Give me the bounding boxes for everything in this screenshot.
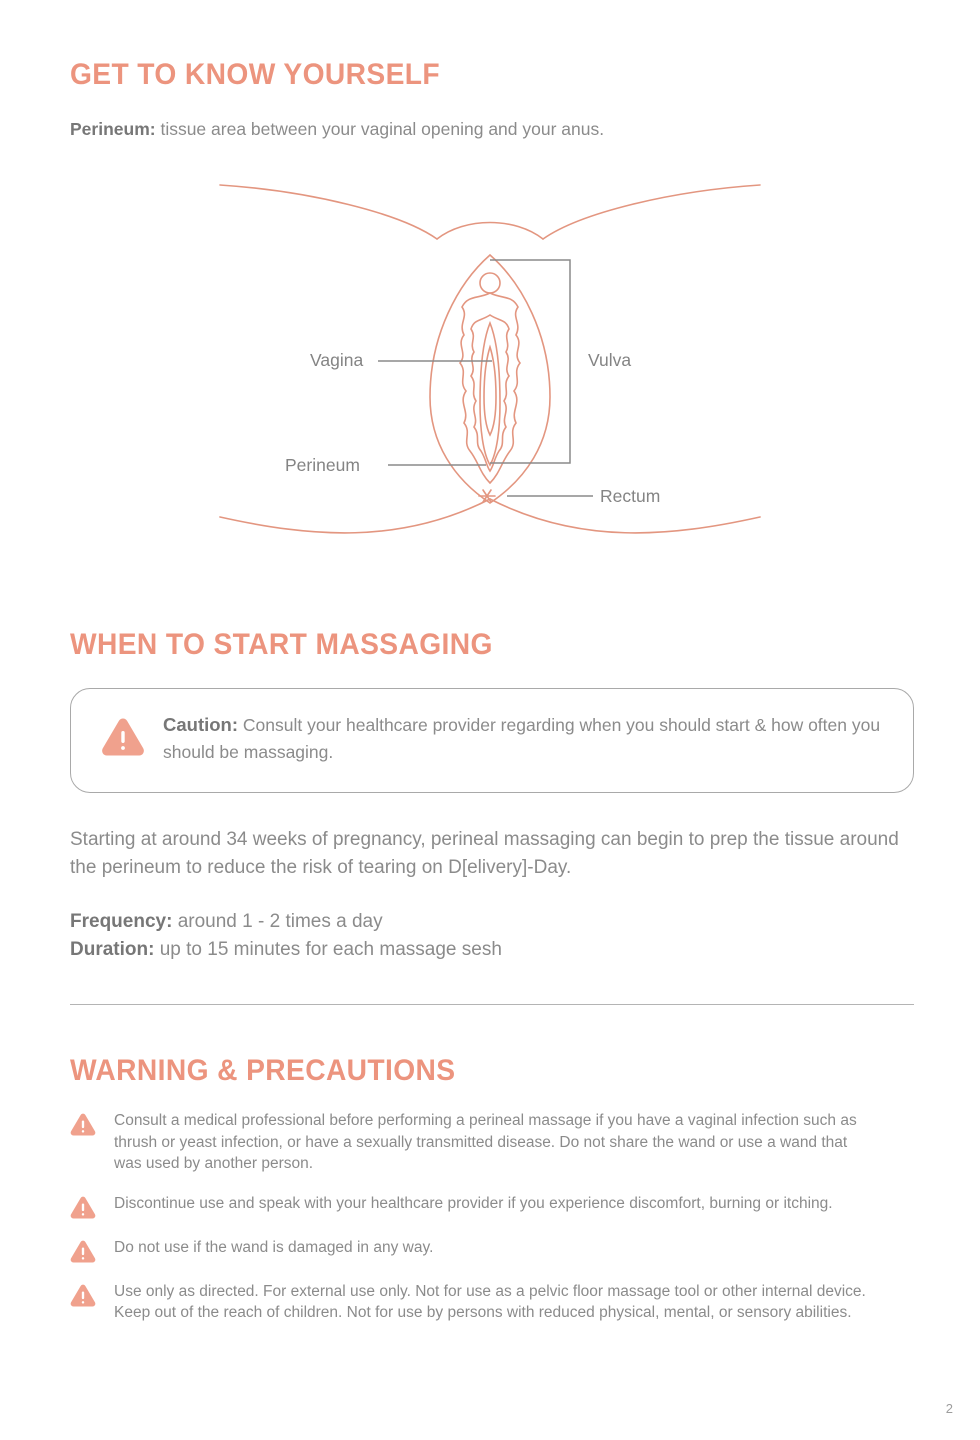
caution-content	[101, 711, 887, 766]
frequency-row	[70, 908, 910, 936]
warning-triangle-icon	[70, 1112, 96, 1136]
caution-text-block	[163, 711, 887, 766]
anatomy-illustration	[150, 165, 830, 575]
caution-label: Caution:	[163, 714, 239, 735]
perineum-definition-line	[70, 119, 604, 140]
when-to-start-paragraph: Starting at around 34 weeks of pregnancy, perineal massaging can begin to prep the tissue around the perineum to reduce the risk of tearing on D[elivery]-Day.	[70, 829, 899, 878]
caution-message: Consult your healthcare provider regarding when you should start & how often you should be massaging.	[163, 715, 881, 762]
warning-text: Consult a medical professional before performing a perineal massage if you have a vaginal infection such as thrush or yeast infection, or have a sexually transmitted disease. Do not share the wand or use a wand that was used by another person.	[114, 1112, 857, 1172]
warning-triangle-icon	[70, 1283, 96, 1307]
list-item	[70, 1237, 870, 1263]
warning-text: Discontinue use and speak with your healthcare provider if you experience discomfort, burning or itching.	[114, 1194, 833, 1212]
list-item	[70, 1193, 870, 1219]
section-heading-get-to-know-yourself: GET TO KNOW YOURSELF	[70, 58, 440, 91]
vulva-bracket	[490, 260, 570, 463]
frequency-duration-block	[70, 908, 910, 964]
clitoris-circle	[480, 273, 500, 293]
section-heading-when-to-start-massaging: WHEN TO START MASSAGING	[70, 628, 493, 661]
thigh-curve-bottom-left	[220, 499, 490, 533]
duration-row	[70, 936, 910, 964]
diagram-label-perineum: Perineum	[285, 455, 360, 475]
warning-text: Do not use if the wand is damaged in any way.	[114, 1238, 434, 1256]
mons-arch	[437, 223, 543, 240]
list-item	[70, 1281, 870, 1324]
labia-minora-inner	[471, 315, 509, 471]
frequency-value: around 1 - 2 times a day	[177, 911, 383, 932]
diagram-label-rectum: Rectum	[600, 486, 661, 506]
vaginal-opening	[480, 323, 500, 465]
caution-callout-box	[70, 688, 914, 793]
section-heading-warning-precautions: WARNING & PRECAUTIONS	[70, 1054, 456, 1087]
warnings-list	[70, 1110, 870, 1342]
perineum-definition-text: tissue area between your vaginal opening and your anus.	[160, 119, 605, 139]
list-item	[70, 1110, 870, 1175]
perineum-definition-label: Perineum:	[70, 119, 156, 139]
frequency-label: Frequency:	[70, 911, 173, 932]
perineal-anatomy-diagram	[150, 165, 830, 575]
warning-triangle-icon	[70, 1195, 96, 1219]
section-divider	[70, 1004, 914, 1005]
warning-text: Use only as directed. For external use only. Not for use as a pelvic floor massage tool or other internal device. Keep out of the reach of children. Not for use by persons with reduced physical, mental, or sensory abilities.	[114, 1282, 866, 1321]
duration-label: Duration:	[70, 939, 155, 960]
warning-triangle-icon	[101, 716, 145, 756]
thigh-curve-top-right	[543, 185, 760, 239]
diagram-label-vulva: Vulva	[588, 350, 632, 370]
vaginal-opening-inner	[484, 347, 496, 435]
page-number: 2	[945, 1401, 953, 1416]
warning-triangle-icon	[70, 1239, 96, 1263]
diagram-label-vagina: Vagina	[310, 350, 364, 370]
duration-value: up to 15 minutes for each massage sesh	[159, 939, 502, 960]
thigh-curve-top-left	[220, 185, 437, 239]
